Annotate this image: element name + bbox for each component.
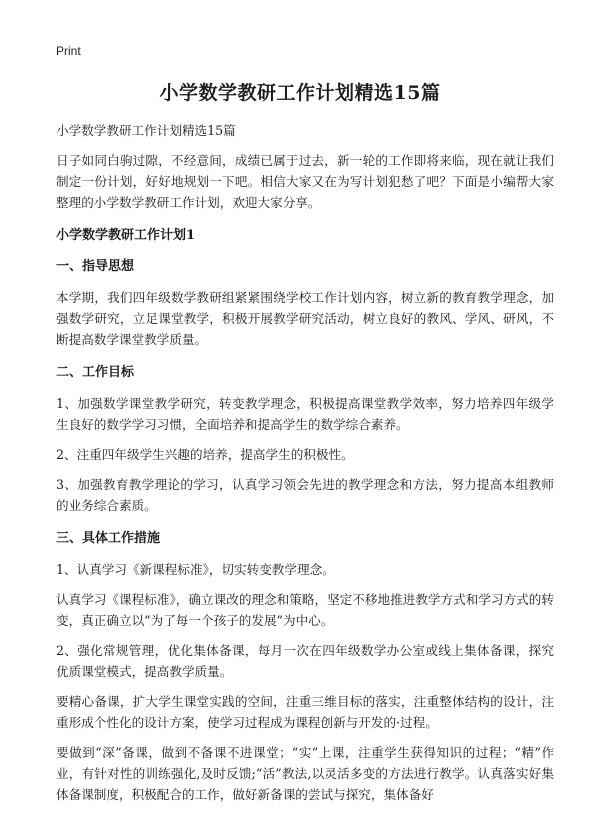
measure-paragraph-3: 2、强化常规管理，优化集体备课，每月一次在四年级数学办公室或线上集体备课，探究优质课堂模式，提高教学质量。 (56, 643, 554, 679)
measure-paragraph-1: 1、认真学习《新课程标准》，切实转变教学理念。 (56, 562, 335, 577)
goal-item-3: 3、加强教育教学理论的学习，认真学习领会先进的教学理念和方法，努力提高本组教师的业务综合素质。 (56, 477, 554, 513)
measure-paragraph-2: 认真学习《课程标准》，确立课改的理念和策略，坚定不移地推进教学方式和学习方式的转变，真正确立以“为了每一个孩子的发展”为中心。 (56, 592, 554, 628)
section-heading-work-goals: 二、工作目标 (56, 365, 135, 380)
intro-paragraph: 日子如同白驹过隙，不经意间，成绩已属于过去，新一轮的工作即将来临，现在就让我们制定一份计划，好好地规划一下吧。相信大家又在为写计划犯愁了吧？下面是小编帮大家整理的小学数学教研工作计划，欢迎大家分享。 (56, 153, 554, 210)
page-title: 小学数学教研工作计划精选15篇 (159, 82, 441, 104)
section-heading-work-measures: 三、具体工作措施 (56, 531, 161, 546)
measure-paragraph-5: 要做到“深”备课，做到不备课不进课堂；“实”上课，注重学生获得知识的过程；“精”作业，有针对性的训练强化,及时反馈;“活”教法,以灵活多变的方法进行教学。认真落实好集体备课制度，积极配合的工作，做好新备课的尝试与探究，集体备好 (56, 745, 554, 802)
plan-title: 小学数学教研工作计划1 (56, 228, 196, 243)
goal-item-2: 2、注重四年级学生兴趣的培养，提高学生的积极性。 (56, 447, 354, 462)
paragraph-guiding-ideology: 本学期，我们四年级数学教研组紧紧围绕学校工作计划内容，树立新的教育教学理念，加强数学研究，立足课堂教学，积极开展教学研究活动，树立良好的教风、学风、研风，不断提高数学课堂教学质量。 (56, 290, 554, 347)
print-label[interactable]: Print (56, 44, 81, 58)
measure-paragraph-4: 要精心备课，扩大学生课堂实践的空间，注重三维目标的落实，注重整体结构的设计，注重形成个性化的设计方案，使学习过程成为课程创新与开发的·过程。 (56, 694, 554, 730)
document-body (56, 120, 554, 814)
section-heading-guiding-ideology: 一、指导思想 (56, 259, 135, 274)
goal-item-1: 1、加强数学课堂教学研究，转变教学理念，积极提高课堂教学效率，努力培养四年级学生良好的数学学习习惯，全面培养和提高学生的数学综合素养。 (56, 396, 554, 432)
document-subtitle: 小学数学教研工作计划精选15篇 (56, 123, 236, 138)
